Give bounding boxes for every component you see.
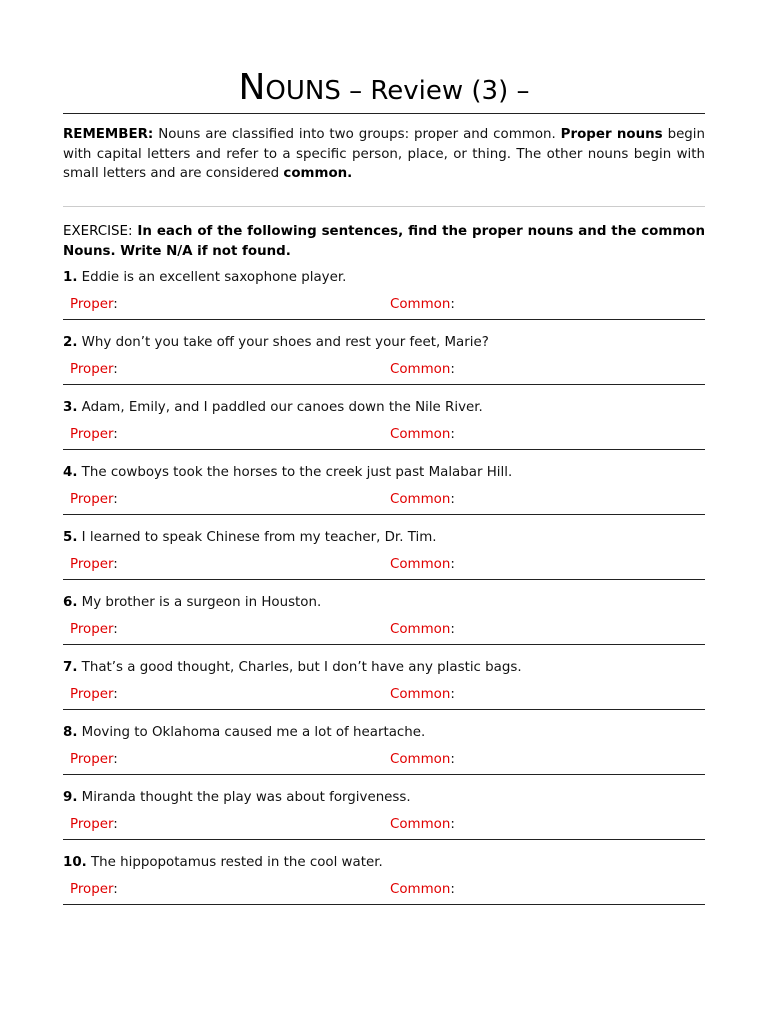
common-answer-field[interactable] bbox=[390, 750, 455, 770]
answer-line bbox=[63, 514, 705, 515]
proper-answer-field[interactable] bbox=[70, 425, 118, 445]
exercise-label: EXERCISE: bbox=[63, 224, 133, 239]
question-item bbox=[63, 788, 705, 853]
question-item bbox=[63, 658, 705, 723]
proper-label: Proper bbox=[70, 297, 114, 312]
remember-text-1: Nouns are classified into two groups: proper and common. bbox=[153, 127, 561, 142]
common-answer-field[interactable] bbox=[390, 295, 455, 315]
answer-line bbox=[63, 709, 705, 710]
title-word: OUNS bbox=[265, 76, 341, 106]
question-item bbox=[63, 593, 705, 658]
proper-colon: : bbox=[113, 752, 118, 767]
question-sentence bbox=[63, 658, 522, 678]
common-answer-field[interactable] bbox=[390, 815, 455, 835]
common-answer-field[interactable] bbox=[390, 555, 455, 575]
section-divider bbox=[63, 206, 705, 207]
question-text: The cowboys took the horses to the creek just past Malabar Hill. bbox=[77, 465, 513, 480]
question-item bbox=[63, 463, 705, 528]
exercise-instructions bbox=[63, 222, 705, 261]
common-label: Common bbox=[390, 427, 451, 442]
common-label: Common bbox=[390, 752, 451, 767]
question-number: 2. bbox=[63, 335, 78, 350]
question-item bbox=[63, 268, 705, 333]
proper-colon: : bbox=[113, 427, 118, 442]
question-text: Eddie is an excellent saxophone player. bbox=[77, 270, 347, 285]
question-item bbox=[63, 398, 705, 463]
common-colon: : bbox=[450, 622, 455, 637]
question-sentence bbox=[63, 853, 383, 873]
proper-answer-field[interactable] bbox=[70, 880, 118, 900]
proper-colon: : bbox=[113, 687, 118, 702]
common-label: Common bbox=[390, 297, 451, 312]
proper-colon: : bbox=[113, 362, 118, 377]
question-list bbox=[63, 268, 705, 918]
proper-label: Proper bbox=[70, 557, 114, 572]
proper-colon: : bbox=[113, 297, 118, 312]
common-colon: : bbox=[450, 752, 455, 767]
proper-colon: : bbox=[113, 882, 118, 897]
proper-colon: : bbox=[113, 557, 118, 572]
title-suffix: – Review (3) – bbox=[340, 76, 530, 106]
common-colon: : bbox=[450, 557, 455, 572]
common-answer-field[interactable] bbox=[390, 360, 455, 380]
question-text: Moving to Oklahoma caused me a lot of heartache. bbox=[77, 725, 426, 740]
proper-answer-field[interactable] bbox=[70, 295, 118, 315]
remember-paragraph bbox=[63, 125, 705, 184]
title-underline bbox=[63, 113, 705, 114]
page-title bbox=[63, 64, 705, 115]
proper-label: Proper bbox=[70, 622, 114, 637]
common-label: Common bbox=[390, 882, 451, 897]
answer-line bbox=[63, 774, 705, 775]
question-text: Miranda thought the play was about forgiveness. bbox=[77, 790, 411, 805]
common-colon: : bbox=[450, 492, 455, 507]
question-text: The hippopotamus rested in the cool water. bbox=[86, 855, 383, 870]
proper-label: Proper bbox=[70, 882, 114, 897]
remember-label: REMEMBER: bbox=[63, 127, 154, 142]
common-colon: : bbox=[450, 297, 455, 312]
proper-answer-field[interactable] bbox=[70, 685, 118, 705]
common-colon: : bbox=[450, 687, 455, 702]
common-colon: : bbox=[450, 362, 455, 377]
question-sentence bbox=[63, 528, 437, 548]
question-number: 7. bbox=[63, 660, 78, 675]
question-number: 10. bbox=[63, 855, 87, 870]
proper-answer-field[interactable] bbox=[70, 490, 118, 510]
question-sentence bbox=[63, 788, 411, 808]
question-number: 8. bbox=[63, 725, 78, 740]
question-number: 5. bbox=[63, 530, 78, 545]
question-sentence bbox=[63, 723, 425, 743]
proper-answer-field[interactable] bbox=[70, 750, 118, 770]
question-sentence bbox=[63, 593, 321, 613]
question-text: That’s a good thought, Charles, but I don’t have any plastic bags. bbox=[77, 660, 522, 675]
common-colon: : bbox=[450, 882, 455, 897]
question-sentence bbox=[63, 333, 489, 353]
question-item bbox=[63, 723, 705, 788]
common-answer-field[interactable] bbox=[390, 880, 455, 900]
question-sentence bbox=[63, 268, 346, 288]
title-initial: N bbox=[238, 67, 266, 108]
proper-label: Proper bbox=[70, 492, 114, 507]
proper-answer-field[interactable] bbox=[70, 360, 118, 380]
question-number: 3. bbox=[63, 400, 78, 415]
question-text: My brother is a surgeon in Houston. bbox=[77, 595, 322, 610]
remember-text-2: begin with capital letters and refer to a specific person, place, or thing. The other nouns begin with small letters and are considered bbox=[63, 127, 706, 181]
remember-bold-proper: Proper nouns bbox=[560, 127, 663, 142]
proper-colon: : bbox=[113, 817, 118, 832]
answer-line bbox=[63, 384, 705, 385]
answer-line bbox=[63, 644, 705, 645]
proper-label: Proper bbox=[70, 427, 114, 442]
question-number: 6. bbox=[63, 595, 78, 610]
proper-answer-field[interactable] bbox=[70, 815, 118, 835]
common-label: Common bbox=[390, 492, 451, 507]
common-answer-field[interactable] bbox=[390, 425, 455, 445]
common-label: Common bbox=[390, 557, 451, 572]
common-label: Common bbox=[390, 687, 451, 702]
question-sentence bbox=[63, 398, 483, 418]
question-item bbox=[63, 853, 705, 918]
answer-line bbox=[63, 904, 705, 905]
question-item bbox=[63, 333, 705, 398]
common-colon: : bbox=[450, 427, 455, 442]
common-answer-field[interactable] bbox=[390, 490, 455, 510]
question-number: 4. bbox=[63, 465, 78, 480]
proper-label: Proper bbox=[70, 752, 114, 767]
answer-line bbox=[63, 319, 705, 320]
proper-answer-field[interactable] bbox=[70, 620, 118, 640]
common-label: Common bbox=[390, 362, 451, 377]
common-answer-field[interactable] bbox=[390, 620, 455, 640]
proper-label: Proper bbox=[70, 687, 114, 702]
answer-line bbox=[63, 449, 705, 450]
proper-answer-field[interactable] bbox=[70, 555, 118, 575]
remember-bold-common: common. bbox=[283, 166, 353, 181]
question-text: Adam, Emily, and I paddled our canoes down the Nile River. bbox=[77, 400, 483, 415]
question-number: 9. bbox=[63, 790, 78, 805]
question-sentence bbox=[63, 463, 512, 483]
common-label: Common bbox=[390, 817, 451, 832]
exercise-instruction: In each of the following sentences, find the proper nouns and the common Nouns. Write N/A if not found. bbox=[63, 224, 705, 259]
proper-label: Proper bbox=[70, 817, 114, 832]
question-number: 1. bbox=[63, 270, 78, 285]
answer-line bbox=[63, 839, 705, 840]
proper-colon: : bbox=[113, 622, 118, 637]
proper-label: Proper bbox=[70, 362, 114, 377]
question-item bbox=[63, 528, 705, 593]
proper-colon: : bbox=[113, 492, 118, 507]
common-answer-field[interactable] bbox=[390, 685, 455, 705]
question-text: Why don’t you take off your shoes and rest your feet, Marie? bbox=[77, 335, 489, 350]
common-colon: : bbox=[450, 817, 455, 832]
common-label: Common bbox=[390, 622, 451, 637]
question-text: I learned to speak Chinese from my teacher, Dr. Tim. bbox=[77, 530, 437, 545]
answer-line bbox=[63, 579, 705, 580]
